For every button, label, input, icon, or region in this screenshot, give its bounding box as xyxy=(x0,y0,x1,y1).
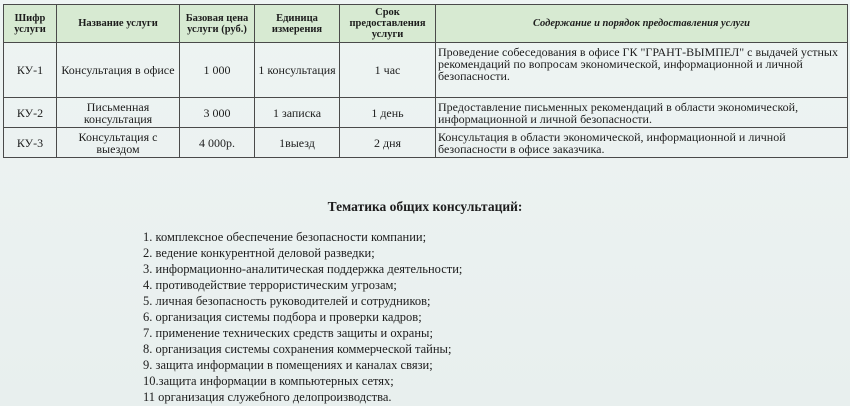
topics-title: Тематика общих консультаций: xyxy=(327,199,523,214)
cell-name: Письменная консультация xyxy=(57,98,180,128)
list-item: 11 организация служебного делопроизводства. xyxy=(143,390,392,404)
header-description: Содержание и порядок предоставления услуги xyxy=(436,5,848,43)
table-row xyxy=(4,98,848,128)
list-item: 3. информационно-аналитическая поддержка деятельности; xyxy=(143,262,463,276)
cell-description: Предоставление письменных рекомендаций в области экономической, информационной и личной безопасности. xyxy=(436,98,848,128)
list-item: 5. личная безопасность руководителей и сотрудников; xyxy=(143,294,431,308)
cell-description: Проведение собеседования в офисе ГК "ГРАНТ-ВЫМПЕЛ" с выдачей устных рекомендаций по вопросам экономической, информационной и личной безопасности. xyxy=(436,43,848,98)
cell-description: Консультация в области экономической, информационной и личной безопасности в офисе заказчика. xyxy=(436,128,848,158)
cell-name: Консультация в офисе xyxy=(57,43,180,98)
list-item: 2. ведение конкурентной деловой разведки; xyxy=(143,246,375,260)
cell-price: 4 000р. xyxy=(180,128,255,158)
services-table xyxy=(3,4,848,158)
list-item: 4. противодействие террористическим угрозам; xyxy=(143,278,397,292)
topics-list xyxy=(143,229,462,405)
header-code: Шифр услуги xyxy=(4,5,57,43)
list-item: 1. комплексное обеспечение безопасности компании; xyxy=(143,230,427,244)
cell-code: КУ-2 xyxy=(4,98,57,128)
cell-code: КУ-3 xyxy=(4,128,57,158)
table-row xyxy=(4,43,848,98)
list-item: 7. применение технических средств защиты и охраны; xyxy=(143,326,433,340)
cell-price: 1 000 xyxy=(180,43,255,98)
table-header-row xyxy=(4,5,848,43)
header-term: Срок предоставления услуги xyxy=(340,5,436,43)
table-row xyxy=(4,128,848,158)
cell-unit: 1выезд xyxy=(255,128,340,158)
cell-term: 2 дня xyxy=(340,128,436,158)
list-item: 6. организация системы подбора и проверки кадров; xyxy=(143,310,422,324)
cell-term: 1 час xyxy=(340,43,436,98)
header-price: Базовая цена услуги (руб.) xyxy=(180,5,255,43)
list-item: 10.защита информации в компьютерных сетях; xyxy=(143,374,394,388)
cell-name: Консультация с выездом xyxy=(57,128,180,158)
cell-unit: 1 записка xyxy=(255,98,340,128)
cell-term: 1 день xyxy=(340,98,436,128)
header-name: Название услуги xyxy=(57,5,180,43)
cell-code: КУ-1 xyxy=(4,43,57,98)
cell-price: 3 000 xyxy=(180,98,255,128)
cell-unit: 1 консультация xyxy=(255,43,340,98)
list-item: 9. защита информации в помещениях и каналах связи; xyxy=(143,358,433,372)
header-unit: Единица измерения xyxy=(255,5,340,43)
list-item: 8. организация системы сохранения коммерческой тайны; xyxy=(143,342,452,356)
